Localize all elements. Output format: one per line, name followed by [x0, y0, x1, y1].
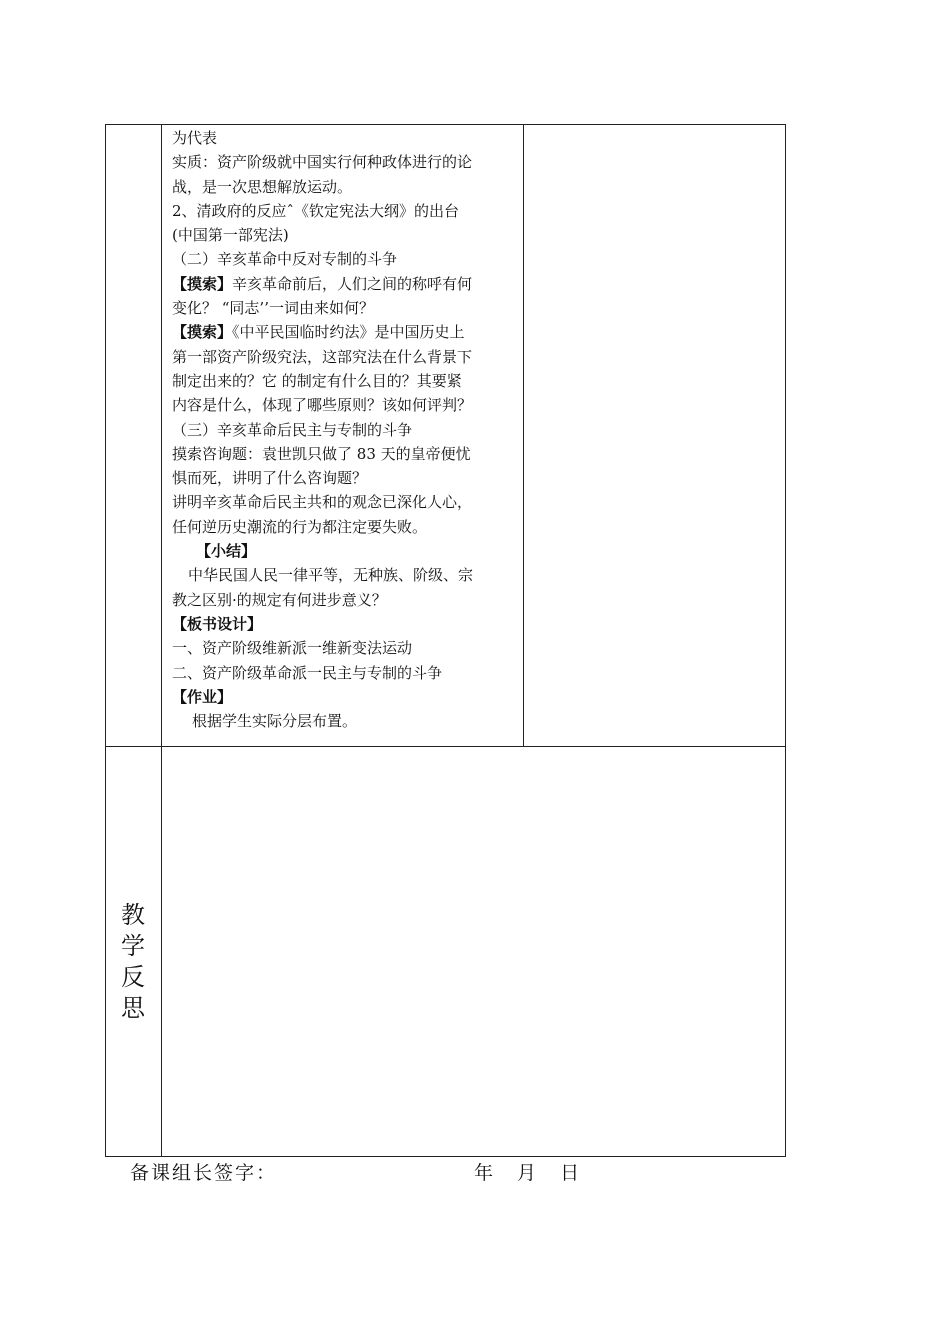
lesson-line: [172, 490, 522, 514]
line-text: 第一部资产阶级究法，这部究法在什么背景下: [172, 347, 473, 366]
line-text: 摸索咨询题：袁世凯只做了 83 天的皇帝便忧: [172, 444, 471, 463]
lesson-line: [172, 199, 522, 223]
table-column-divider-left: [161, 124, 162, 1157]
line-text: 为代表: [172, 129, 218, 147]
lesson-line: [172, 539, 522, 563]
lesson-line: [172, 150, 522, 174]
line-label: 【摸索】: [172, 323, 233, 342]
date-label: 年 月 日: [474, 1162, 580, 1184]
lesson-line: [172, 515, 522, 539]
line-text: (中国第一部宪法): [172, 226, 289, 245]
lesson-line: [172, 588, 522, 612]
reflection-char: 学: [121, 932, 145, 960]
lesson-line: [172, 442, 522, 466]
line-text: 任何逆历史潮流的行为都注定要失败。: [172, 517, 428, 536]
lesson-line: [172, 612, 522, 636]
line-text: 中华民国人民一律平等，无种族、阶级、宗: [188, 566, 474, 585]
lesson-line: [172, 223, 522, 247]
line-text: 2、清政府的反应ˆ《钦定宪法大纲》的出台: [172, 201, 460, 220]
lesson-line: [172, 345, 522, 369]
line-text: 实质：资产阶级就中国实行何种政体进行的论: [172, 153, 473, 172]
line-text: 内容是什么，体现了哪些原则？该如何评判？: [172, 396, 473, 415]
reflection-char: 思: [121, 994, 145, 1022]
lesson-line: [172, 393, 522, 417]
lesson-line: [172, 320, 522, 344]
lesson-line: [172, 369, 522, 393]
line-text: 【作业】: [172, 687, 233, 706]
lesson-line: [172, 636, 522, 660]
line-text: （二）辛亥革命中反对专制的斗争: [172, 250, 398, 269]
line-text: 二、资产阶级革命派一民主与专制的斗争: [172, 663, 443, 682]
line-label: 【摸索】: [172, 274, 233, 293]
lesson-line: [172, 418, 522, 442]
line-text: 教之区别·的规定有何进步意义？: [172, 590, 387, 609]
reflection-char: 反: [121, 963, 145, 991]
line-text: 讲明辛亥革命后民主共和的观念已深化人心，: [172, 493, 473, 512]
lesson-content: [172, 126, 522, 733]
line-text: 变化？ “同志’’一词由来如何？: [172, 299, 374, 318]
line-text: 惧而死，讲明了什么咨询题？: [172, 469, 368, 488]
line-text: 战，是一次思想解放运动。: [172, 177, 353, 196]
line-text: 【板书设计】: [172, 614, 263, 633]
lesson-line: [172, 466, 522, 490]
lesson-line: [172, 126, 522, 150]
line-text: 根据学生实际分层布置。: [192, 712, 358, 731]
line-text: （三）辛亥革命后民主与专制的斗争: [172, 420, 413, 439]
line-text: 《中平民国临时约法》是中国历史上: [232, 323, 465, 342]
lesson-line: [172, 709, 522, 733]
line-text: 制定出来的？它 的制定有什么目的？其要紧: [172, 371, 462, 390]
teaching-reflection-label: [116, 900, 150, 1024]
lesson-line: [172, 247, 522, 271]
line-text: 【小结】: [196, 542, 257, 561]
lesson-line: [172, 685, 522, 709]
lesson-line: [172, 296, 522, 320]
lesson-line: [172, 272, 522, 296]
line-text: 辛亥革命前后，人们之间的称呼有何: [232, 274, 473, 293]
lesson-line: [172, 175, 522, 199]
signature-label: 备课组长签字：: [130, 1162, 278, 1184]
reflection-char: 教: [121, 901, 145, 929]
table-row-divider: [105, 746, 786, 747]
line-text: 一、资产阶级维新派一维新变法运动: [172, 639, 413, 658]
lesson-line: [172, 563, 522, 587]
lesson-line: [172, 661, 522, 685]
table-column-divider-right: [523, 124, 524, 747]
